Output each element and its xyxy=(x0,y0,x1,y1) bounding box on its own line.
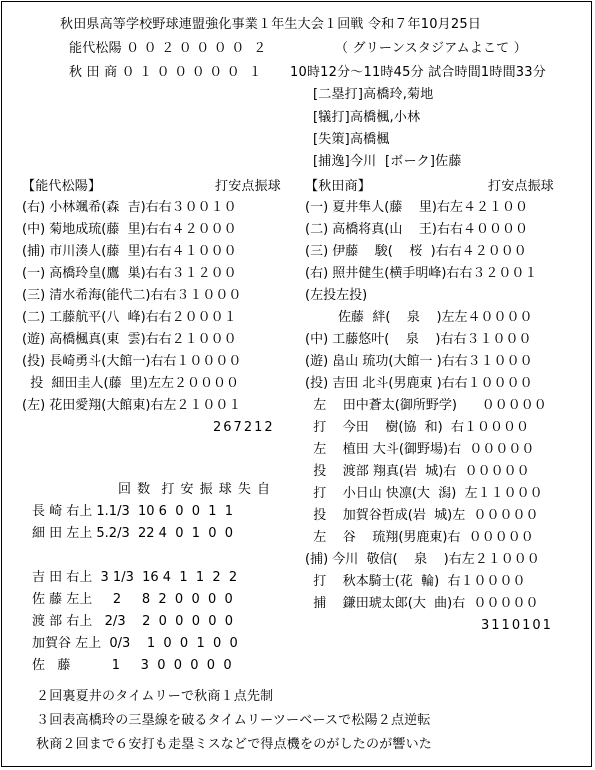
linescore-home: 秋 田 商 ０ １ ０ ０ ０ ０ ０ １ xyxy=(69,65,262,80)
note-errors: [失策]高橋楓 xyxy=(313,132,390,147)
right-batter-row: 左 植田 大斗(御野場)右 ０００００ xyxy=(305,442,535,457)
right-batter-row: (三) 伊藤 駿( 桜 )右右４２０００ xyxy=(305,244,527,259)
left-batter-row: (右) 小林颯希(森 吉)右右３００１０ xyxy=(22,200,237,215)
right-batter-row: 投 渡部 翔真(岩 城)右 ０００００ xyxy=(305,464,530,479)
left-batter-row: (三) 清水希海(能代二)右右３１０００ xyxy=(22,288,242,303)
pitcher-row: 細 田 左上 5.2/3 22 4 0 1 0 0 xyxy=(32,526,234,541)
left-batter-row: (中) 菊地成琉(藤 里)右右４２０００ xyxy=(22,222,237,237)
right-batter-row: (一) 夏井隼人(藤 里)右左４２１００ xyxy=(305,200,528,215)
venue: （ グリーンスタジアムよこて ） xyxy=(335,41,527,56)
pitcher-row: 長 崎 右上 1.1/3 10 6 0 0 1 1 xyxy=(32,504,234,519)
right-batter-row: 打 秋本騎士(花 輪) 右１００００ xyxy=(305,574,526,589)
right-batter-row: 捕 鎌田琥太郎(大 曲)右 ０００００ xyxy=(305,596,539,611)
right-batter-row: 左 谷 琉翔(男鹿東)右 ０００００ xyxy=(305,530,534,545)
right-batter-row: (中) 工藤悠叶( 泉 )右右３１０００ xyxy=(305,332,532,347)
pitcher-row: 加賀谷 左上 0/3 1 0 0 1 0 0 xyxy=(32,636,238,651)
left-batter-row: (二) 工藤航平(八 峰)右右２０００１ xyxy=(22,310,237,325)
summary-line: ２回裏夏井のタイムリーで秋商１点先制 xyxy=(36,689,274,704)
right-batter-row: (左投左投) xyxy=(305,288,368,303)
left-batter-row: (投) 長崎勇斗(大館一)右右１００００ xyxy=(22,354,242,369)
right-stats-header: 打安点振球 xyxy=(488,179,555,194)
game-time: 10時12分～11時45分 試合時間1時間33分 xyxy=(290,65,546,80)
left-stats-header: 打安点振球 xyxy=(215,179,282,194)
note-doubles: [二塁打]高橋玲,菊地 xyxy=(313,87,434,102)
note-sacrifice: [犠打]高橋楓,小林 xyxy=(313,110,421,125)
left-batter-row: (左) 花田愛翔(大館東)右左２１００１ xyxy=(22,398,242,413)
pitcher-row: 佐 藤 左上 2 8 2 0 0 0 0 xyxy=(32,592,233,607)
right-batter-row: (投) 吉田 北斗(男鹿東 )右右１００００ xyxy=(305,376,533,391)
game-title: 秋田県高等学校野球連盟強化事業１年生大会１回戦 令和７年10月25日 xyxy=(60,17,482,32)
right-batter-row: (遊) 畠山 琉功(大館一 )右右３１０００ xyxy=(305,354,533,369)
right-batter-row: 左 田中蒼太(御所野学) ０００００ xyxy=(305,398,547,413)
left-team-name: 【能代松陽】 xyxy=(22,179,102,194)
left-batter-row: (一) 高橋玲皇(鷹 巣)右右３１２００ xyxy=(22,266,237,281)
right-batter-row: 投 加賀谷哲成(岩 城)左 ０００００ xyxy=(305,508,539,523)
note-passed-ball-balk: [捕逸]今川 [ボーク]佐藤 xyxy=(313,154,462,169)
summary-line: 秋商２回まで６安打も走塁ミスなどで得点機をのがしたのが響いた xyxy=(36,737,433,752)
right-batter-row: (二) 高橋将真(山 王)右右４００００ xyxy=(305,222,528,237)
left-totals: 267212 xyxy=(213,420,275,435)
right-batter-row: 打 小日山 快凛(大 潟) 左１１０００ xyxy=(305,486,543,501)
pitcher-row: 吉 田 右上 3 1/3 16 4 1 1 2 2 xyxy=(32,570,238,585)
pitching-header: 回 数 打 安 振 球 失 自 xyxy=(118,482,272,497)
summary-line: ３回表高橋玲の三塁線を破るタイムリーツーベースで松陽２点逆転 xyxy=(36,713,431,728)
right-totals: 3110101 xyxy=(481,618,553,633)
right-batter-row: (右) 照井健生(横手明峰)右右３２００１ xyxy=(305,266,538,281)
linescore-visitor: 能代松陽 ０ ０ ２ ０ ０ ０ ０ ２ xyxy=(69,41,267,56)
right-batter-row: (捕) 今川 敬信( 泉 )右左２１０００ xyxy=(305,552,540,567)
left-batter-row: (遊) 高橋楓真(東 雲)右右２１０００ xyxy=(22,332,237,347)
right-batter-row: 佐藤 絆( 泉 )左左４００００ xyxy=(305,310,533,325)
pitcher-row: 佐 藤 1 3 0 0 0 0 0 xyxy=(32,658,232,673)
right-batter-row: 打 今田 樹(協 和) 右１００００ xyxy=(305,420,529,435)
pitcher-row: 渡 部 右上 2/3 2 0 0 0 0 0 xyxy=(32,614,234,629)
right-team-name: 【秋田商】 xyxy=(305,179,372,194)
left-batter-row: 投 細田圭人(藤 里)左左２００００ xyxy=(22,376,239,391)
left-batter-row: (捕) 市川湊人(藤 里)右右４１０００ xyxy=(22,244,237,259)
